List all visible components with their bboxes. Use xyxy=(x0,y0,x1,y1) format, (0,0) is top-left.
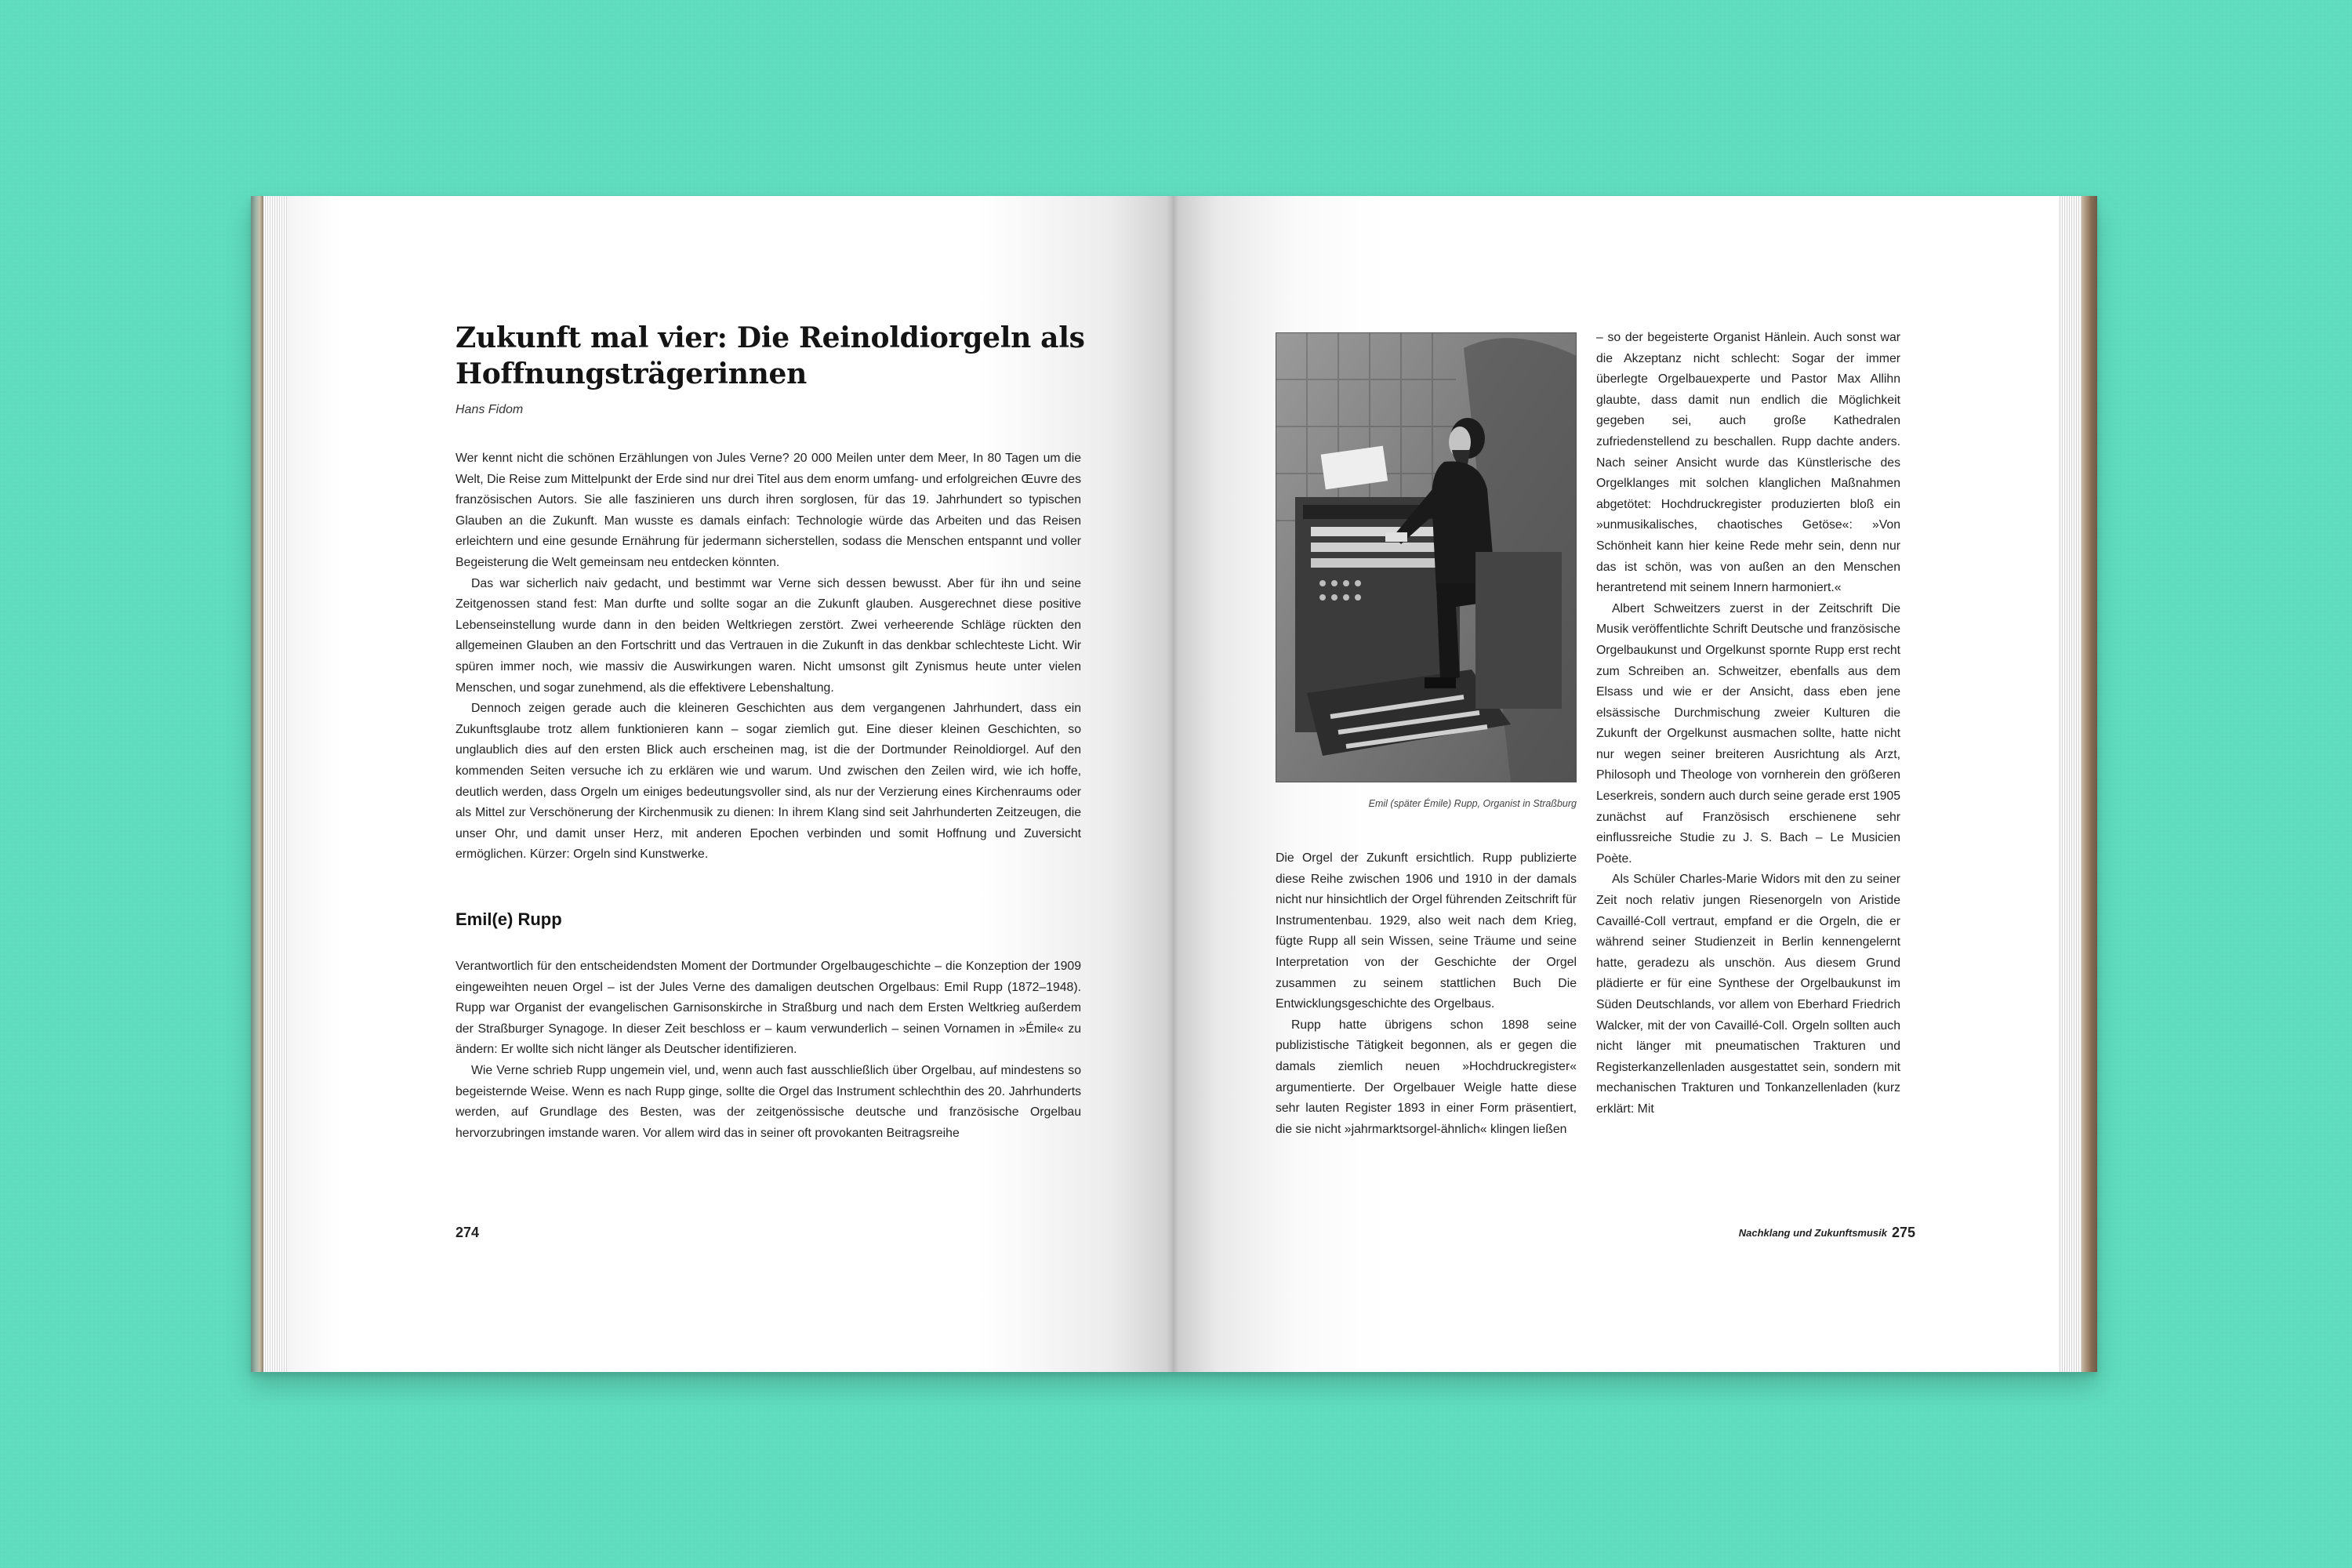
paragraph: – so der begeisterte Organist Hänlein. Auch sonst war die Akzeptanz nicht schlecht: Sogar der immer überlegte Orgelbauexperte und Pastor Max Allihn glaubte, dass damit nun endlich die Möglichkeit gegeben sei, auch große Kathedralen zufriedenstellend zu beschallen. Rupp dachte anders. Nach seiner Ansicht wurde das Künstlerische des Orgelklanges mit solchen klanglichen Maßnahmen abgetötet: Hochdruckregister produzierten bloß ein »unmusikalisches, chaotisches Getöse«: »Von Schönheit kann hier keine Rede mehr sein, denn nur das ist schön, was von außen an den Menschen herantretend mit seinem Innern harmoniert.« xyxy=(1596,331,1900,595)
paragraph: Wer kennt nicht die schönen Erzählungen von Jules Verne? 20 000 Meilen unter dem Meer, In 80 Tagen um die Welt, Die Reise zum Mittelpunkt der Erde sind nur drei Titel aus dem enorm umfang- und erfolgreichen Œuvre des französischen Autors. Sie alle faszinieren uns durch ihren sorglosen, für das 19. Jahrhundert so typischen Glauben an die Zukunft. Man wusste es damals einfach: Technologie würde das Arbeiten und das Reisen erleichtern und eine gesunde Ernährung für jedermann sicherstellen, sodass die Menschen entspannt und voller Begeisterung die Welt gemeinsam neu entdecken könnten. xyxy=(456,452,1081,569)
paragraph: Die Orgel der Zukunft ersichtlich. Rupp publizierte diese Reihe zwischen 1906 und 1910 in der damals nicht nur hinsichtlich der Orgel führenden Zeitschrift für Instrumentenbau. 1929, also weit nach dem Krieg, fügte Rupp all sein Wissen, seine Träume und seine Interpretation von der Geschichte der Orgel zusammen zu seinem stattlichen Buch Die Entwicklungsgeschichte des Orgelbaus. xyxy=(1276,851,1577,1011)
paragraph: Das war sicherlich naiv gedacht, und bestimmt war Verne sich dessen bewusst. Aber für ihn und seine Zeitgenossen stand fest: Man durfte und sollte sogar an die Zukunft glauben. Ausgerechnet diese positive Lebenseinstellung wurde dann in den beiden Weltkriegen zerstört. Zwei verheerende Schläge rückten den allgemeinen Glauben an den Fortschritt und das Vertrauen in die Zukunft in das denkbar schlechteste Licht. Wir spüren immer noch, wie massiv die Auswirkungen waren. Nicht umsonst gilt Zynismus heute unter vielen Menschen, und sogar zunehmend, als die effektivere Lebenshaltung. xyxy=(456,576,1081,695)
organist-photo xyxy=(1276,332,1577,782)
page-number-left: 274 xyxy=(456,1225,480,1240)
paragraph: Als Schüler Charles-Marie Widors mit den zu seiner Zeit noch relativ jungen Riesenorgeln von Aristide Cavaillé-Coll vertraut, empfand er die Orgeln, die er während seiner Studienzeit in Berlin kennengelernt hatte, geradezu als unschön. Aus diesem Grund plädierte er für eine Synthese der Orgelbaukunst im Süden Deutschlands, vor allem von Eberhard Friedrich Walcker, mit der von Cavaillé-Coll. Orgeln sollten auch nicht länger mit pneumatischen Trakturen und Registerkanzellenladen ausgestattet sein, sondern mit mechanischen Trakturen und Tonkanzellenladen (kurz erklärt: Mit xyxy=(1596,873,1900,1116)
book-gutter xyxy=(1167,196,1179,1372)
section-text xyxy=(456,956,1081,1144)
paragraph: Verantwortlich für den entscheidendsten Moment der Dortmunder Orgelbaugeschichte – die Konzeption der 1909 eingeweihten neuen Orgel – ist der Jules Verne des damaligen deutschen Orgelbaus: Emil Rupp (1872–1948). Rupp war Organist der evangelischen Garnisonskirche in Straßburg und nach dem Ersten Weltkrieg außerdem der Straßburger Synagoge. In dieser Zeit beschloss er – kaum verwunderlich – seinen Vornamen in »Émile« zu ändern: Er wollte sich nicht länger als Deutscher identifizieren. xyxy=(456,960,1081,1057)
right-page xyxy=(1173,196,2058,1372)
paragraph: Wie Verne schrieb Rupp ungemein viel, und, wenn auch fast ausschließlich über Orgelbau, auf mindestens so begeisternde Weise. Wenn es nach Rupp ginge, sollte die Orgel das Instrument schlechthin des 20. Jahrhunderts werden, auf Grundlage des Besten, was der zeitgenössische deutsche und französische Orgelbau hervorzubringen imstande waren. Vor allem wird das in seiner oft provokanten Beitragsreihe xyxy=(456,1063,1081,1140)
article-title: Zukunft mal vier: Die Reinoldiorgeln als Hoffnungsträgerinnen xyxy=(456,321,1085,390)
left-page xyxy=(287,196,1173,1372)
article-author: Hans Fidom xyxy=(456,403,524,416)
book-edge-right xyxy=(2082,196,2097,1372)
page-stack-right xyxy=(2058,196,2082,1372)
paragraph: Dennoch zeigen gerade auch die kleineren Geschichten aus dem vergangenen Jahrhundert, dass ein Zukunftsglaube trotz allem funktionieren kann – sogar ziemlich gut. Eine dieser kleinen Geschichten, so unglaublich dies auf den ersten Blick auch erscheinen mag, ist die der Dortmunder Reinoldiorgel. Auf den kommenden Seiten versuche ich zu erklären wie und warum. Und zwischen den Zeilen wird, wie ich hoffe, deutlich werden, dass Orgeln um einiges bedeutungsvoller sind, als nur der Verzierung eines Kirchenraums oder als Mittel zur Verschönerung der Kirchenmusik zu dienen: In ihrem Klang sind seit Jahrhunderten Zeitzeugen, die unser Ohr, und damit unser Herz, mit anderen Epochen verbinden und somit Hoffnung und Zuversicht ermöglichen. Kürzer: Orgeln sind Kunstwerke. xyxy=(456,702,1081,862)
photo-caption: Emil (später Émile) Rupp, Organist in Straßburg xyxy=(1368,798,1577,809)
paragraph: Rupp hatte übrigens schon 1898 seine publizistische Tätigkeit begonnen, als er gegen die damals ziemlich neuen »Hochdruckregister« argumentierte. Der Orgelbauer Weigle hatte diese sehr lauten Register 1893 in einer Form präsentiert, die sie nicht »jahrmarktsorgel-ähnlich« klingen ließen xyxy=(1276,1018,1577,1136)
intro-text xyxy=(456,448,1081,866)
column-right xyxy=(1596,328,1900,1120)
section-heading: Emil(e) Rupp xyxy=(456,909,562,929)
running-head: Nachklang und Zukunftsmusik xyxy=(1738,1227,1887,1239)
paragraph: Albert Schweitzers zuerst in der Zeitschrift Die Musik veröffentlichte Schrift Deutsche und französische Orgelbaukunst und Orgelkunst spornte Rupp erst recht zum Schreiben an. Schweitzer, ebenfalls aus dem Elsass und wie er der Ansicht, dass eben jene elsässische Durchmischung zweier Kulturen die Zukunft der Orgelkunst ausmachen sollte, hatte nicht nur wegen seiner breiteren Ausrichtung als Arzt, Philosoph und Theologe von vornherein den größeren Leserkreis, sondern auch durch seine gerade erst 1905 zunächst auf Französisch erschienene sehr einflussreiche Studie zu J. S. Bach – Le Musicien Poète. xyxy=(1596,601,1900,866)
column-left xyxy=(1276,848,1577,1140)
page-number-right: 275 xyxy=(1891,1225,1915,1240)
